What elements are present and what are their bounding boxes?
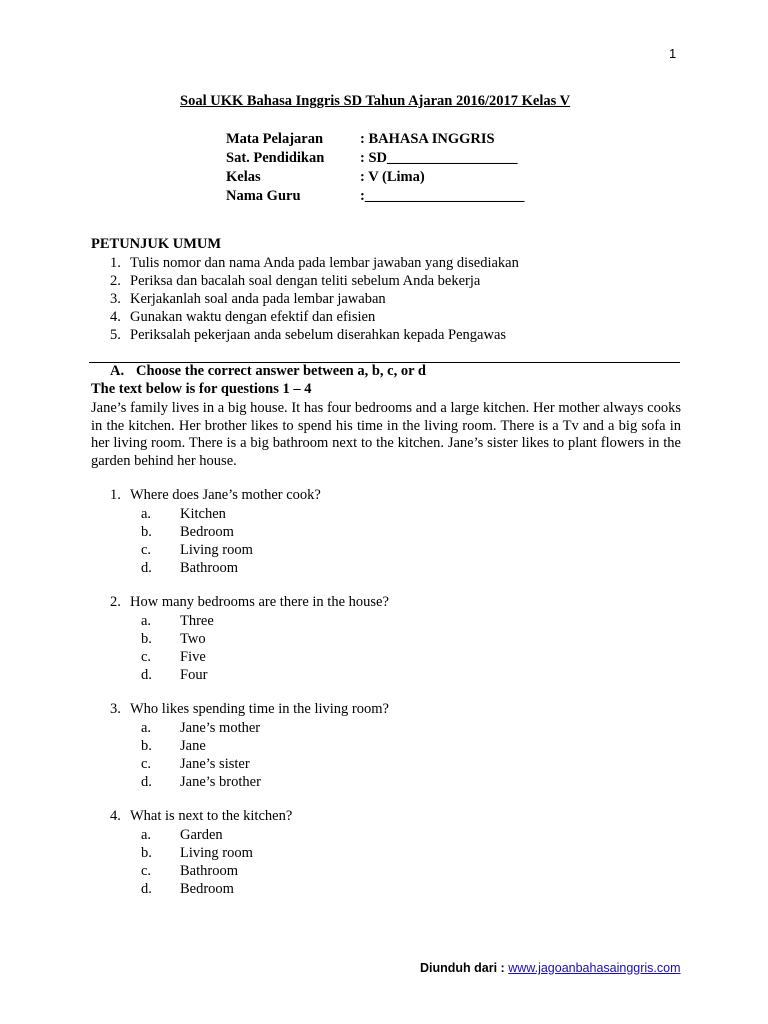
option-text: Five xyxy=(180,649,206,665)
info-value: :______________________ xyxy=(360,188,525,204)
answer-options xyxy=(110,612,389,684)
option-text: Bathroom xyxy=(180,560,238,576)
list-item xyxy=(110,272,519,290)
option-letter: d. xyxy=(141,774,152,790)
section-title: Choose the correct answer between a, b, c, or d xyxy=(136,363,426,379)
question-text: Who likes spending time in the living room? xyxy=(130,701,389,717)
question-number: 2. xyxy=(110,594,121,610)
option-text: Jane’s sister xyxy=(180,756,250,772)
info-row-school xyxy=(226,149,524,168)
item-number: 4. xyxy=(110,309,121,325)
page-number: 1 xyxy=(669,46,677,61)
answer-option xyxy=(141,541,321,559)
option-letter: a. xyxy=(141,613,152,629)
answer-option xyxy=(141,505,321,523)
item-text: Gunakan waktu dengan efektif dan efisien xyxy=(130,309,376,325)
exam-info xyxy=(226,130,524,206)
option-letter: c. xyxy=(141,649,152,665)
info-row-subject xyxy=(226,130,524,149)
document-title: Soal UKK Bahasa Inggris SD Tahun Ajaran 2016/2017 Kelas V xyxy=(180,93,571,109)
list-item xyxy=(110,308,519,326)
footer-label: Diunduh dari : xyxy=(420,961,505,975)
passage-heading: The text below is for questions 1 – 4 xyxy=(91,381,312,397)
option-text: Jane’s brother xyxy=(180,774,261,790)
answer-option xyxy=(141,737,389,755)
info-label: Nama Guru xyxy=(226,188,301,204)
option-text: Four xyxy=(180,667,208,683)
answer-option xyxy=(141,773,389,791)
option-letter: c. xyxy=(141,542,152,558)
info-row-teacher xyxy=(226,187,524,206)
answer-options xyxy=(110,505,321,577)
source-link[interactable]: www.jagoanbahasainggris.com xyxy=(508,961,681,975)
question-1 xyxy=(110,486,321,577)
answer-option xyxy=(141,880,292,898)
answer-option xyxy=(141,523,321,541)
item-number: 3. xyxy=(110,291,121,307)
question-number: 4. xyxy=(110,808,121,824)
option-letter: d. xyxy=(141,560,152,576)
question-stem xyxy=(110,593,389,612)
option-letter: a. xyxy=(141,506,152,522)
footer xyxy=(420,961,681,975)
option-text: Living room xyxy=(180,845,253,861)
info-value: : BAHASA INGGRIS xyxy=(360,131,495,147)
item-number: 5. xyxy=(110,327,121,343)
answer-option xyxy=(141,559,321,577)
instructions-list xyxy=(110,254,519,344)
option-text: Jane xyxy=(180,738,206,754)
question-4 xyxy=(110,807,292,898)
list-item xyxy=(110,326,519,344)
option-text: Bedroom xyxy=(180,524,234,540)
option-letter: a. xyxy=(141,720,152,736)
question-text: Where does Jane’s mother cook? xyxy=(130,487,321,503)
section-a-heading xyxy=(110,363,426,380)
reading-passage: Jane’s family lives in a big house. It has four bedrooms and a large kitchen. Her mother always cooks in the kitchen. Her brother likes to spend his time in the living room. There is a Tv and a big sofa in her living room. There is a big bathroom next to the kitchen. Jane’s sister likes to plant flowers in the garden behind her house. xyxy=(91,400,681,469)
answer-option xyxy=(141,826,292,844)
info-value: : V (Lima) xyxy=(360,169,425,185)
item-text: Kerjakanlah soal anda pada lembar jawaban xyxy=(130,291,386,307)
answer-option xyxy=(141,844,292,862)
option-letter: b. xyxy=(141,738,152,754)
question-number: 1. xyxy=(110,487,121,503)
option-text: Jane’s mother xyxy=(180,720,261,736)
option-text: Garden xyxy=(180,827,223,843)
option-letter: d. xyxy=(141,667,152,683)
answer-option xyxy=(141,648,389,666)
option-letter: d. xyxy=(141,881,152,897)
option-letter: b. xyxy=(141,631,152,647)
item-number: 1. xyxy=(110,255,121,271)
option-text: Bathroom xyxy=(180,863,238,879)
option-letter: a. xyxy=(141,827,152,843)
info-row-class xyxy=(226,168,524,187)
option-letter: c. xyxy=(141,863,152,879)
info-label: Sat. Pendidikan xyxy=(226,150,325,166)
item-text: Tulis nomor dan nama Anda pada lembar jawaban yang disediakan xyxy=(130,255,519,271)
question-stem xyxy=(110,807,292,826)
question-3 xyxy=(110,700,389,791)
option-text: Living room xyxy=(180,542,253,558)
info-label: Mata Pelajaran xyxy=(226,131,324,147)
answer-option xyxy=(141,719,389,737)
option-text: Three xyxy=(180,613,214,629)
option-text: Kitchen xyxy=(180,506,226,522)
question-stem xyxy=(110,486,321,505)
list-item xyxy=(110,290,519,308)
instructions-title: PETUNJUK UMUM xyxy=(91,236,222,252)
info-label: Kelas xyxy=(226,169,261,185)
answer-option xyxy=(141,755,389,773)
answer-options xyxy=(110,826,292,898)
question-text: What is next to the kitchen? xyxy=(130,808,293,824)
section-letter: A. xyxy=(110,363,125,379)
question-text: How many bedrooms are there in the house? xyxy=(130,594,389,610)
question-number: 3. xyxy=(110,701,121,717)
answer-option xyxy=(141,612,389,630)
item-text: Periksa dan bacalah soal dengan teliti sebelum Anda bekerja xyxy=(130,273,481,289)
question-2 xyxy=(110,593,389,684)
item-text: Periksalah pekerjaan anda sebelum diserahkan kepada Pengawas xyxy=(130,327,507,343)
answer-options xyxy=(110,719,389,791)
answer-option xyxy=(141,630,389,648)
option-letter: b. xyxy=(141,524,152,540)
info-value: : SD__________________ xyxy=(360,150,518,166)
answer-option xyxy=(141,862,292,880)
question-stem xyxy=(110,700,389,719)
item-number: 2. xyxy=(110,273,121,289)
option-text: Two xyxy=(180,631,206,647)
answer-option xyxy=(141,666,389,684)
option-letter: c. xyxy=(141,756,152,772)
option-letter: b. xyxy=(141,845,152,861)
option-text: Bedroom xyxy=(180,881,234,897)
list-item xyxy=(110,254,519,272)
